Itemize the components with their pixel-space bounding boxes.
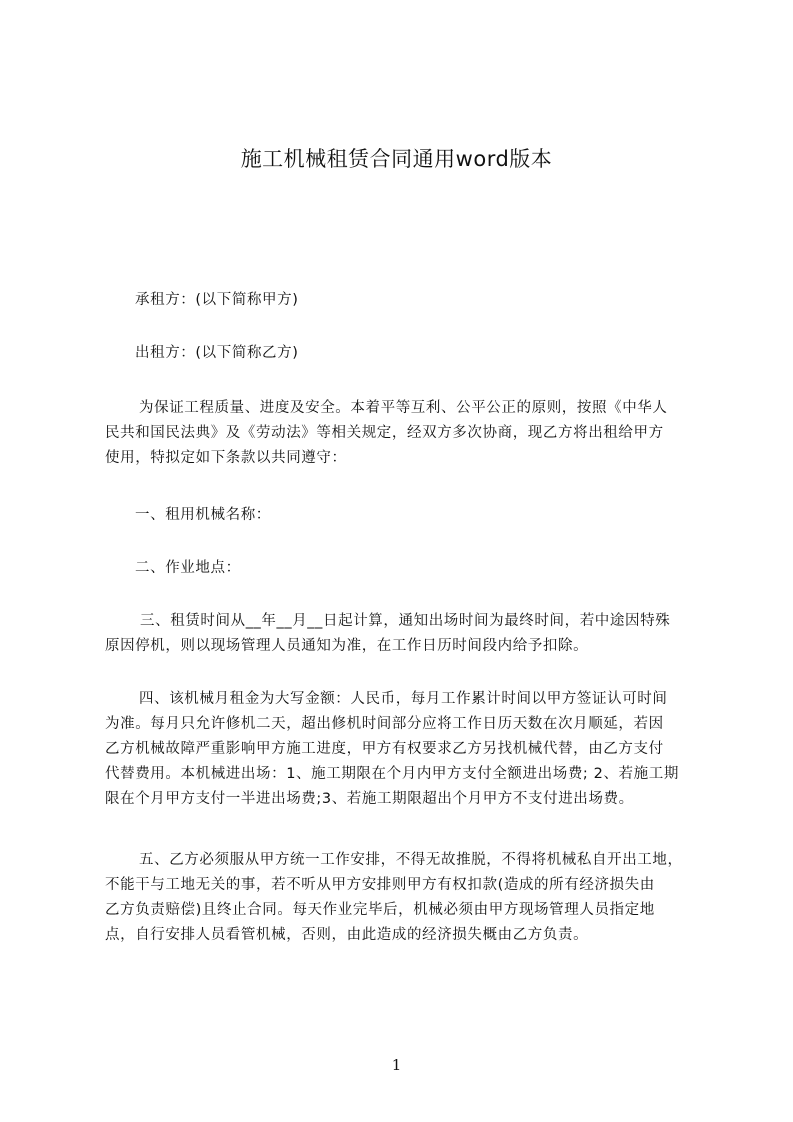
paragraph-line: 二、作业地点： xyxy=(135,560,241,576)
paragraph-line: 乙方机械故障严重影响甲方施工进度，甲方有权要求乙方另找机械代替，由乙方支付 xyxy=(105,741,664,757)
paragraph-line: 乙方负责赔偿)且终止合同。每天作业完毕后，机械必须由甲方现场管理人员指定地 xyxy=(105,902,655,918)
paragraph-line: 为保证工程质量、进度及安全。本着平等互利、公平公正的原则，按照《中华人 xyxy=(139,400,668,416)
clause-4 xyxy=(105,687,700,812)
paragraph-line: 承租方：(以下简称甲方) xyxy=(135,292,299,308)
paragraph-line: 出租方：(以下简称乙方) xyxy=(135,345,299,361)
paragraph-line: 原因停机，则以现场管理人员通知为准，在工作日历时间段内给予扣除。 xyxy=(105,638,589,654)
paragraph-line: 点，自行安排人员看管机械，否则，由此造成的经济损失概由乙方负责。 xyxy=(105,927,589,943)
clause-2 xyxy=(105,556,700,581)
clause-3 xyxy=(105,609,700,659)
lessee-line xyxy=(105,288,700,313)
paragraph-line: 五、乙方必须服从甲方统一工作安排，不得无故推脱，不得将机械私自开出工地， xyxy=(139,852,683,868)
paragraph-line: 民共和国民法典》及《劳动法》等相关规定，经双方多次协商，现乙方将出租给甲方 xyxy=(105,425,664,441)
paragraph-line: 四、该机械月租金为大写金额：人民币，每月工作累计时间以甲方签证认可时间 xyxy=(139,691,668,707)
paragraph-line: 限在个月甲方支付一半进出场费;3、若施工期限超出个月甲方不支付进出场费。 xyxy=(105,791,634,807)
preamble-paragraph xyxy=(105,396,700,471)
page-number: 1 xyxy=(391,1056,402,1074)
paragraph-line: 不能干与工地无关的事，若不听从甲方安排则甲方有权扣款(造成的所有经济损失由 xyxy=(105,877,655,893)
paragraph-line: 三、租赁时间从__年__月__日起计算，通知出场时间为最终时间，若中途因特殊 xyxy=(140,613,671,629)
lessor-line xyxy=(105,341,700,366)
clause-5 xyxy=(105,848,700,948)
clause-1 xyxy=(105,503,700,528)
document-title: 施工机械租赁合同通用word版本 xyxy=(240,147,553,171)
paragraph-line: 一、租用机械名称： xyxy=(135,507,271,523)
paragraph-line: 为准。每月只允许修机二天，超出修机时间部分应将工作日历天数在次月顺延，若因 xyxy=(105,716,664,732)
paragraph-line: 代替费用。本机械进出场：1、施工期限在个月内甲方支付全额进出场费; 2、若施工期 xyxy=(105,766,679,782)
paragraph-line: 使用，特拟定如下条款以共同遵守： xyxy=(105,450,347,466)
